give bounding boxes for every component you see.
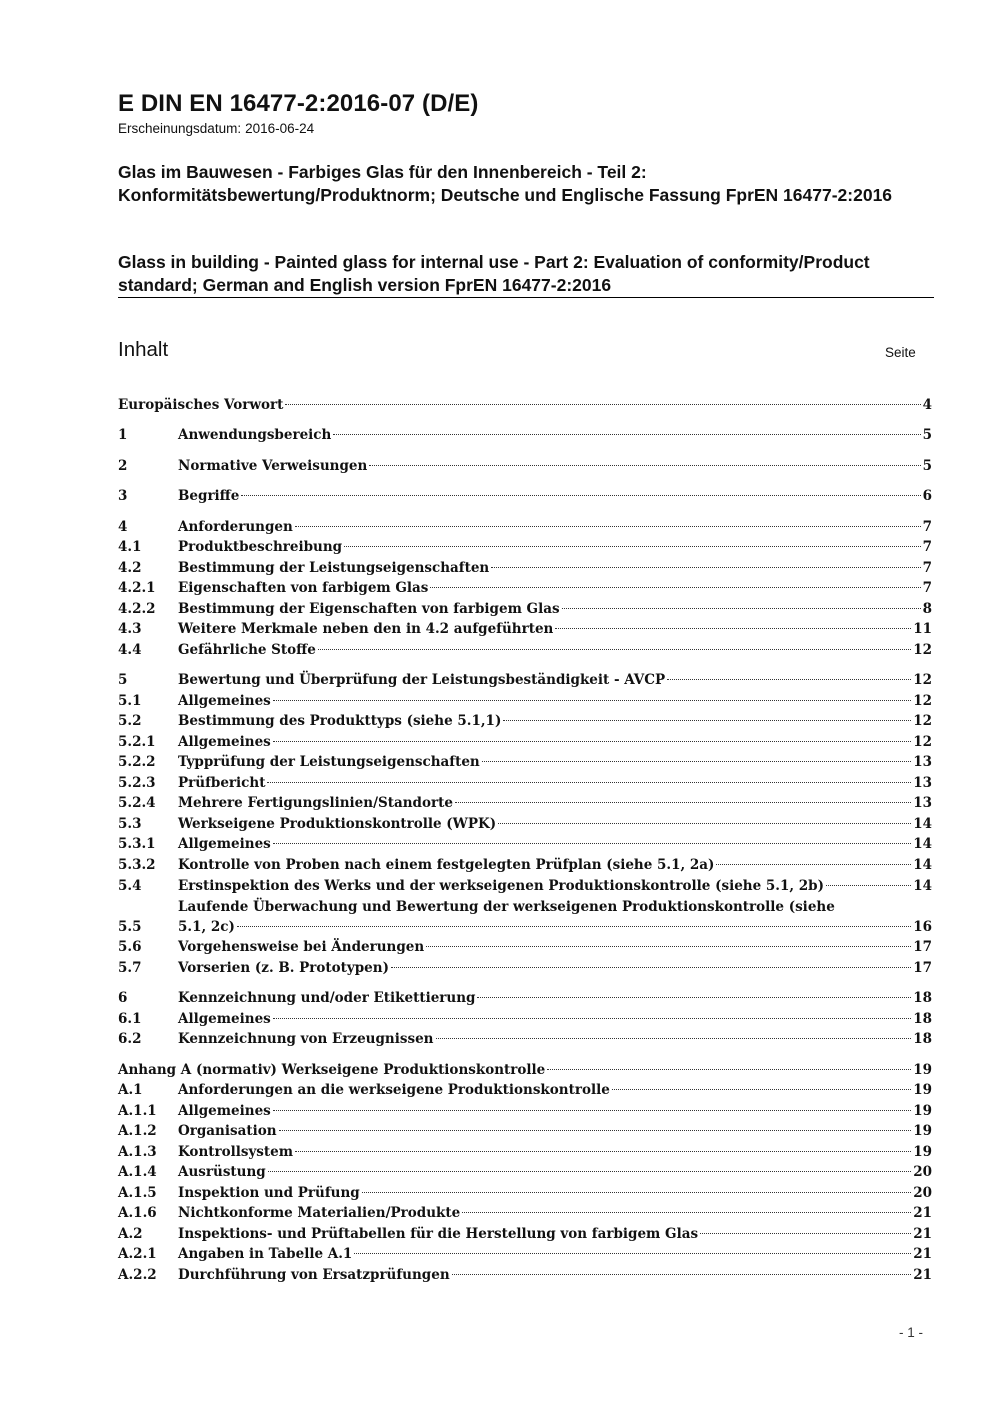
toc-entry[interactable] — [118, 558, 932, 578]
toc-dot-leader — [482, 761, 911, 762]
toc-entry-number: 5.2.1 — [118, 734, 156, 750]
toc-entry-number: A.2 — [118, 1226, 143, 1242]
toc-entry[interactable] — [118, 793, 932, 813]
toc-entry-number: 4.2 — [118, 560, 142, 576]
toc-entry-title-wrap — [178, 578, 923, 598]
toc-entry[interactable] — [118, 1162, 932, 1182]
toc-entry-title-line1: Laufende Überwachung und Bewertung der werkseigenen Produktionskontrolle (siehe — [178, 899, 835, 915]
toc-entry-title: Inspektion und Prüfung — [178, 1185, 360, 1201]
toc-entry-title: Eigenschaften von farbigem Glas — [178, 580, 429, 596]
toc-entry-title-wrap — [178, 834, 913, 854]
toc-entry-number: 5.3 — [118, 816, 142, 832]
toc-dot-leader — [716, 864, 911, 865]
toc-entry-title: Typprüfung der Leistungseigenschaften — [178, 754, 480, 770]
title-german: Glas im Bauwesen - Farbiges Glas für den Innenbereich - Teil 2: Konformitätsbewertung/Produktnorm; Deutsche und Englische Fassung FprEN 16477-2:2016 — [118, 162, 893, 205]
toc-entry-title-wrap — [118, 1060, 913, 1080]
toc-entry[interactable] — [118, 732, 932, 752]
toc-entry-title: Anhang A (normativ) Werkseigene Produktionskontrolle — [118, 1062, 546, 1078]
toc-entry-page: 7 — [922, 560, 932, 576]
toc-entry-title: Bestimmung des Produkttyps (siehe 5.1,1) — [178, 713, 502, 729]
toc-entry-number: 3 — [118, 488, 128, 504]
toc-entry-title-wrap — [178, 917, 913, 937]
toc-entry-page: 12 — [913, 713, 932, 729]
toc-entry[interactable] — [118, 1142, 932, 1162]
toc-dot-leader — [667, 679, 911, 680]
toc-entry-page: 13 — [913, 795, 932, 811]
toc-entry-page: 16 — [913, 919, 932, 935]
toc-entry-page: 18 — [913, 990, 932, 1006]
toc-entry-title-wrap — [178, 752, 913, 772]
toc-entry-title-wrap — [178, 855, 913, 875]
toc-entry-number: A.1.6 — [118, 1205, 157, 1221]
toc-entry-title-wrap — [178, 456, 923, 476]
toc-entry-title-wrap — [178, 640, 913, 660]
toc-entry-number: 5.3.2 — [118, 857, 156, 873]
toc-entry-page: 21 — [913, 1205, 932, 1221]
toc-entry-number: 6.1 — [118, 1011, 142, 1027]
toc-entry-number: 6 — [118, 990, 128, 1006]
toc-entry-number: 5.2.4 — [118, 795, 156, 811]
toc-entry-number: 5.6 — [118, 939, 142, 955]
toc-entry-title: Allgemeines — [178, 693, 271, 709]
toc-entry-title: Werkseigene Produktionskontrolle (WPK) — [178, 816, 497, 832]
toc-dot-leader — [426, 946, 911, 947]
toc-entry[interactable] — [118, 958, 932, 978]
toc-entry-title-wrap — [178, 814, 913, 834]
toc-entry-title: Angaben in Tabelle A.1 — [178, 1246, 353, 1262]
toc-entry-title-wrap — [178, 1009, 913, 1029]
toc-entry-title-wrap — [178, 1101, 913, 1121]
toc-entry[interactable] — [118, 486, 932, 506]
toc-entry-title-wrap — [178, 558, 923, 578]
toc-entry[interactable] — [118, 670, 932, 690]
toc-dot-leader — [612, 1089, 911, 1090]
toc-entry-title: Inspektions- und Prüftabellen für die Herstellung von farbigem Glas — [178, 1226, 699, 1242]
toc-entry[interactable] — [118, 876, 932, 896]
toc-entry-number: A.1 — [118, 1082, 143, 1098]
toc-entry-title-wrap — [178, 1265, 913, 1285]
toc-entry-title-wrap — [178, 876, 913, 896]
toc-entry-page: 14 — [913, 836, 932, 852]
toc-entry-page: 19 — [913, 1082, 932, 1098]
toc-entry-number: 2 — [118, 458, 128, 474]
toc-entry[interactable] — [118, 395, 932, 415]
toc-entry-title: Anforderungen — [178, 519, 293, 535]
toc-entry-title: Bestimmung der Leistungseigenschaften — [178, 560, 490, 576]
toc-entry-number: 4.3 — [118, 621, 142, 637]
toc-entry-title-wrap — [178, 793, 913, 813]
toc-entry[interactable] — [118, 1244, 932, 1264]
toc-dot-leader — [241, 495, 920, 496]
toc-entry-title: Nichtkonforme Materialien/Produkte — [178, 1205, 461, 1221]
toc-entry-title: Mehrere Fertigungslinien/Standorte — [178, 795, 453, 811]
toc-entry[interactable] — [118, 619, 932, 639]
toc-entry[interactable] — [118, 537, 932, 557]
toc-entry-page: 20 — [913, 1164, 932, 1180]
toc-entry-page: 14 — [913, 816, 932, 832]
toc-entry-title-wrap — [178, 1224, 913, 1244]
toc-dot-leader — [273, 700, 911, 701]
toc-entry-title: Anforderungen an die werkseigene Produktionskontrolle — [178, 1082, 610, 1098]
toc-entry-number: 5 — [118, 672, 128, 688]
toc-entry-number: 5.3.1 — [118, 836, 156, 852]
toc-dot-leader — [555, 628, 911, 629]
toc-entry-number: 5.5 — [118, 919, 142, 935]
toc-entry-title: Kontrollsystem — [178, 1144, 294, 1160]
toc-entry[interactable] — [118, 599, 932, 619]
toc-entry-number: A.1.1 — [118, 1103, 157, 1119]
publication-date-label: Erscheinungsdatum: — [118, 121, 242, 136]
toc-entry[interactable] — [118, 1029, 932, 1049]
toc-entry-number: 5.1 — [118, 693, 142, 709]
toc-dot-leader — [477, 997, 911, 998]
toc-entry-title-wrap — [178, 1080, 913, 1100]
toc-entry[interactable] — [118, 1183, 932, 1203]
publication-date-line — [118, 121, 314, 136]
toc-entry-title: Bewertung und Überprüfung der Leistungsbeständigkeit - AVCP — [178, 672, 666, 688]
toc-entry-page: 17 — [913, 960, 932, 976]
toc-entry[interactable] — [118, 917, 932, 937]
toc-entry-title-wrap — [178, 599, 923, 619]
toc-entry-title: Organisation — [178, 1123, 277, 1139]
toc-entry-page: 12 — [913, 693, 932, 709]
toc-entry-page: 18 — [913, 1011, 932, 1027]
toc-entry-title: Anwendungsbereich — [178, 427, 332, 443]
toc-dot-leader — [369, 465, 920, 466]
toc-entry-page: 8 — [922, 601, 932, 617]
toc-dot-leader — [503, 720, 911, 721]
toc-entry-title-wrap — [178, 1121, 913, 1141]
toc-entry[interactable] — [118, 773, 932, 793]
toc-entry-title-wrap — [178, 691, 913, 711]
toc-entry-number: 1 — [118, 427, 128, 443]
toc-entry-page: 13 — [913, 754, 932, 770]
toc-entry-page: 18 — [913, 1031, 932, 1047]
toc-dot-leader — [452, 1274, 912, 1275]
toc-entry-title-wrap — [178, 1029, 913, 1049]
toc-entry-page: 21 — [913, 1267, 932, 1283]
toc-entry-title: Gefährliche Stoffe — [178, 642, 316, 658]
toc-entry-page: 19 — [913, 1123, 932, 1139]
toc-entry-title: Allgemeines — [178, 836, 271, 852]
toc-entry-number: A.1.5 — [118, 1185, 157, 1201]
toc-entry-title: Produktbeschreibung — [178, 539, 343, 555]
toc-entry-title: Allgemeines — [178, 734, 271, 750]
toc-entry[interactable] — [118, 691, 932, 711]
toc-entry[interactable] — [118, 1203, 932, 1223]
toc-entry-page: 12 — [913, 672, 932, 688]
toc-dot-leader — [362, 1192, 911, 1193]
toc-entry-title-wrap — [178, 537, 923, 557]
toc-entry-title: Normative Verweisungen — [178, 458, 368, 474]
toc-entry[interactable] — [118, 988, 932, 1008]
toc-entry-title-wrap — [178, 517, 923, 537]
toc-entry-title-wrap — [178, 1203, 913, 1223]
toc-entry[interactable] — [118, 1101, 932, 1121]
toc-entry-page: 19 — [913, 1144, 932, 1160]
toc-entry[interactable] — [118, 711, 932, 731]
toc-entry-title: Bestimmung der Eigenschaften von farbigem Glas — [178, 601, 560, 617]
toc-entry-title-wrap — [178, 1142, 913, 1162]
toc-entry-title: Vorserien (z. B. Prototypen) — [178, 960, 389, 976]
toc-entry-page: 21 — [913, 1226, 932, 1242]
toc-entry-page: 20 — [913, 1185, 932, 1201]
toc-entry-title-wrap — [178, 937, 913, 957]
toc-page-label: Seite — [885, 345, 916, 360]
toc-dot-leader — [295, 526, 921, 527]
toc-entry-title-wrap — [178, 670, 913, 690]
toc-dot-leader — [273, 1110, 911, 1111]
toc-entry-page: 19 — [913, 1103, 932, 1119]
toc-entry-number: A.1.2 — [118, 1123, 157, 1139]
toc-entry-title: Durchführung von Ersatzprüfungen — [178, 1267, 450, 1283]
toc-dot-leader — [318, 649, 911, 650]
toc-entry-page: 19 — [913, 1062, 932, 1078]
toc-entry-page: 7 — [922, 519, 932, 535]
toc-dot-leader — [430, 587, 920, 588]
toc-entry-title-wrap — [178, 773, 913, 793]
toc-entry-page: 7 — [922, 580, 932, 596]
toc-dot-leader — [237, 926, 911, 927]
toc-entry-page: 14 — [913, 878, 932, 894]
toc-entry-page: 4 — [922, 397, 932, 413]
toc-entry-number: 5.2 — [118, 713, 142, 729]
toc-entry[interactable] — [118, 1009, 932, 1029]
toc-entry-title: Europäisches Vorwort — [118, 397, 284, 413]
toc-entry-title: Weitere Merkmale neben den in 4.2 aufgeführten — [178, 621, 554, 637]
toc-entry-page: 12 — [913, 642, 932, 658]
toc-entry[interactable] — [118, 640, 932, 660]
toc-entry[interactable] — [118, 937, 932, 957]
toc-entry[interactable] — [118, 1224, 932, 1244]
toc-dot-leader — [547, 1069, 911, 1070]
toc-entry[interactable] — [118, 578, 932, 598]
toc-entry-number: 5.2.2 — [118, 754, 156, 770]
toc-entry-title: Vorgehensweise bei Änderungen — [178, 939, 425, 955]
toc-entry-number: A.1.4 — [118, 1164, 157, 1180]
toc-entry-title: Prüfbericht — [178, 775, 266, 791]
toc-entry-title: Ausrüstung — [178, 1164, 266, 1180]
toc-entry[interactable] — [118, 517, 932, 537]
toc-dot-leader — [700, 1233, 911, 1234]
toc-entry-title: Begriffe — [178, 488, 240, 504]
toc-dot-leader — [455, 802, 911, 803]
toc-entry-title: Allgemeines — [178, 1011, 271, 1027]
toc-dot-leader — [273, 1018, 911, 1019]
toc-dot-leader — [436, 1038, 912, 1039]
toc-heading: Inhalt — [118, 338, 169, 361]
toc-entry-page: 11 — [913, 621, 932, 637]
toc-entry[interactable] — [118, 425, 932, 445]
toc-entry[interactable] — [118, 1265, 932, 1285]
toc-entry[interactable] — [118, 752, 932, 772]
toc-entry-page: 5 — [922, 427, 932, 443]
toc-entry[interactable] — [118, 1121, 932, 1141]
toc-dot-leader — [562, 608, 921, 609]
toc-entry-number: A.2.1 — [118, 1246, 157, 1262]
toc-entry-title: Kontrolle von Proben nach einem festgelegten Prüfplan (siehe 5.1, 2a) — [178, 857, 715, 873]
toc-entry-title-wrap — [178, 711, 913, 731]
toc-entry-title: Kennzeichnung von Erzeugnissen — [178, 1031, 434, 1047]
toc-dot-leader — [354, 1253, 911, 1254]
toc-dot-leader — [462, 1212, 911, 1213]
toc-entry-title-wrap — [178, 1183, 913, 1203]
toc-entry-title: Kennzeichnung und/oder Etikettierung — [178, 990, 476, 1006]
toc-dot-leader — [295, 1151, 911, 1152]
toc-dot-leader — [273, 843, 911, 844]
toc-dot-leader — [498, 823, 911, 824]
toc-entry-page: 6 — [922, 488, 932, 504]
toc-entry-number: 4.1 — [118, 539, 142, 555]
toc-entry-number: 6.2 — [118, 1031, 142, 1047]
toc-entry-title-wrap — [178, 425, 923, 445]
toc-entry[interactable] — [118, 456, 932, 476]
toc-entry-number: 4.2.1 — [118, 580, 156, 596]
toc-dot-leader — [333, 434, 920, 435]
toc-dot-leader — [826, 885, 911, 886]
toc-entry-title-wrap — [178, 1244, 913, 1264]
toc-dot-leader — [344, 546, 920, 547]
toc-dot-leader — [391, 967, 911, 968]
toc-entry[interactable] — [118, 814, 932, 834]
toc-entry-page: 12 — [913, 734, 932, 750]
toc-dot-leader — [267, 782, 911, 783]
toc-entry-title: 5.1, 2c) — [178, 919, 235, 935]
toc-entry-title-wrap — [178, 486, 923, 506]
title-english: Glass in building - Painted glass for internal use - Part 2: Evaluation of conformity/Product standard; German and English version FprEN 16477-2:2016 — [118, 252, 870, 295]
toc-entry-title-wrap — [178, 732, 913, 752]
toc-entry-number: A.1.3 — [118, 1144, 157, 1160]
toc-dot-leader — [491, 567, 920, 568]
toc-dot-leader — [279, 1130, 912, 1131]
toc-entry-number: 4.4 — [118, 642, 142, 658]
toc-entry-page: 7 — [922, 539, 932, 555]
toc-entry-number: 5.4 — [118, 878, 142, 894]
toc-entry-number: 4 — [118, 519, 128, 535]
toc-entry-page: 14 — [913, 857, 932, 873]
toc-entry-title-wrap — [118, 395, 923, 415]
toc-entry-title-wrap — [178, 619, 913, 639]
toc-entry[interactable] — [118, 834, 932, 854]
standard-id: E DIN EN 16477-2:2016-07 (D/E) — [118, 90, 479, 117]
toc-entry-title: Erstinspektion des Werks und der werkseigenen Produktionskontrolle (siehe 5.1, 2b) — [178, 878, 824, 894]
toc-entry-page: 5 — [922, 458, 932, 474]
toc-entry-page: 13 — [913, 775, 932, 791]
toc-dot-leader — [285, 404, 920, 405]
publication-date-value: 2016-06-24 — [245, 121, 315, 136]
toc-dot-leader — [273, 741, 911, 742]
toc-entry-number: 4.2.2 — [118, 601, 156, 617]
toc-entry[interactable] — [118, 855, 932, 875]
page-number: - 1 - — [899, 1325, 924, 1340]
toc-entry[interactable] — [118, 1060, 932, 1080]
toc-entry-title-wrap — [178, 958, 913, 978]
toc-entry-title-wrap — [178, 988, 913, 1008]
toc-entry-number: 5.2.3 — [118, 775, 156, 791]
toc-entry-page: 21 — [913, 1246, 932, 1262]
toc-dot-leader — [268, 1171, 911, 1172]
toc-entry-number: 5.7 — [118, 960, 142, 976]
toc-entry-page: 17 — [913, 939, 932, 955]
toc-entry[interactable] — [118, 1080, 932, 1100]
toc-entry-title-wrap — [178, 1162, 913, 1182]
toc-entry-number: A.2.2 — [118, 1267, 157, 1283]
header-divider — [118, 297, 934, 298]
toc-entry-title: Allgemeines — [178, 1103, 271, 1119]
